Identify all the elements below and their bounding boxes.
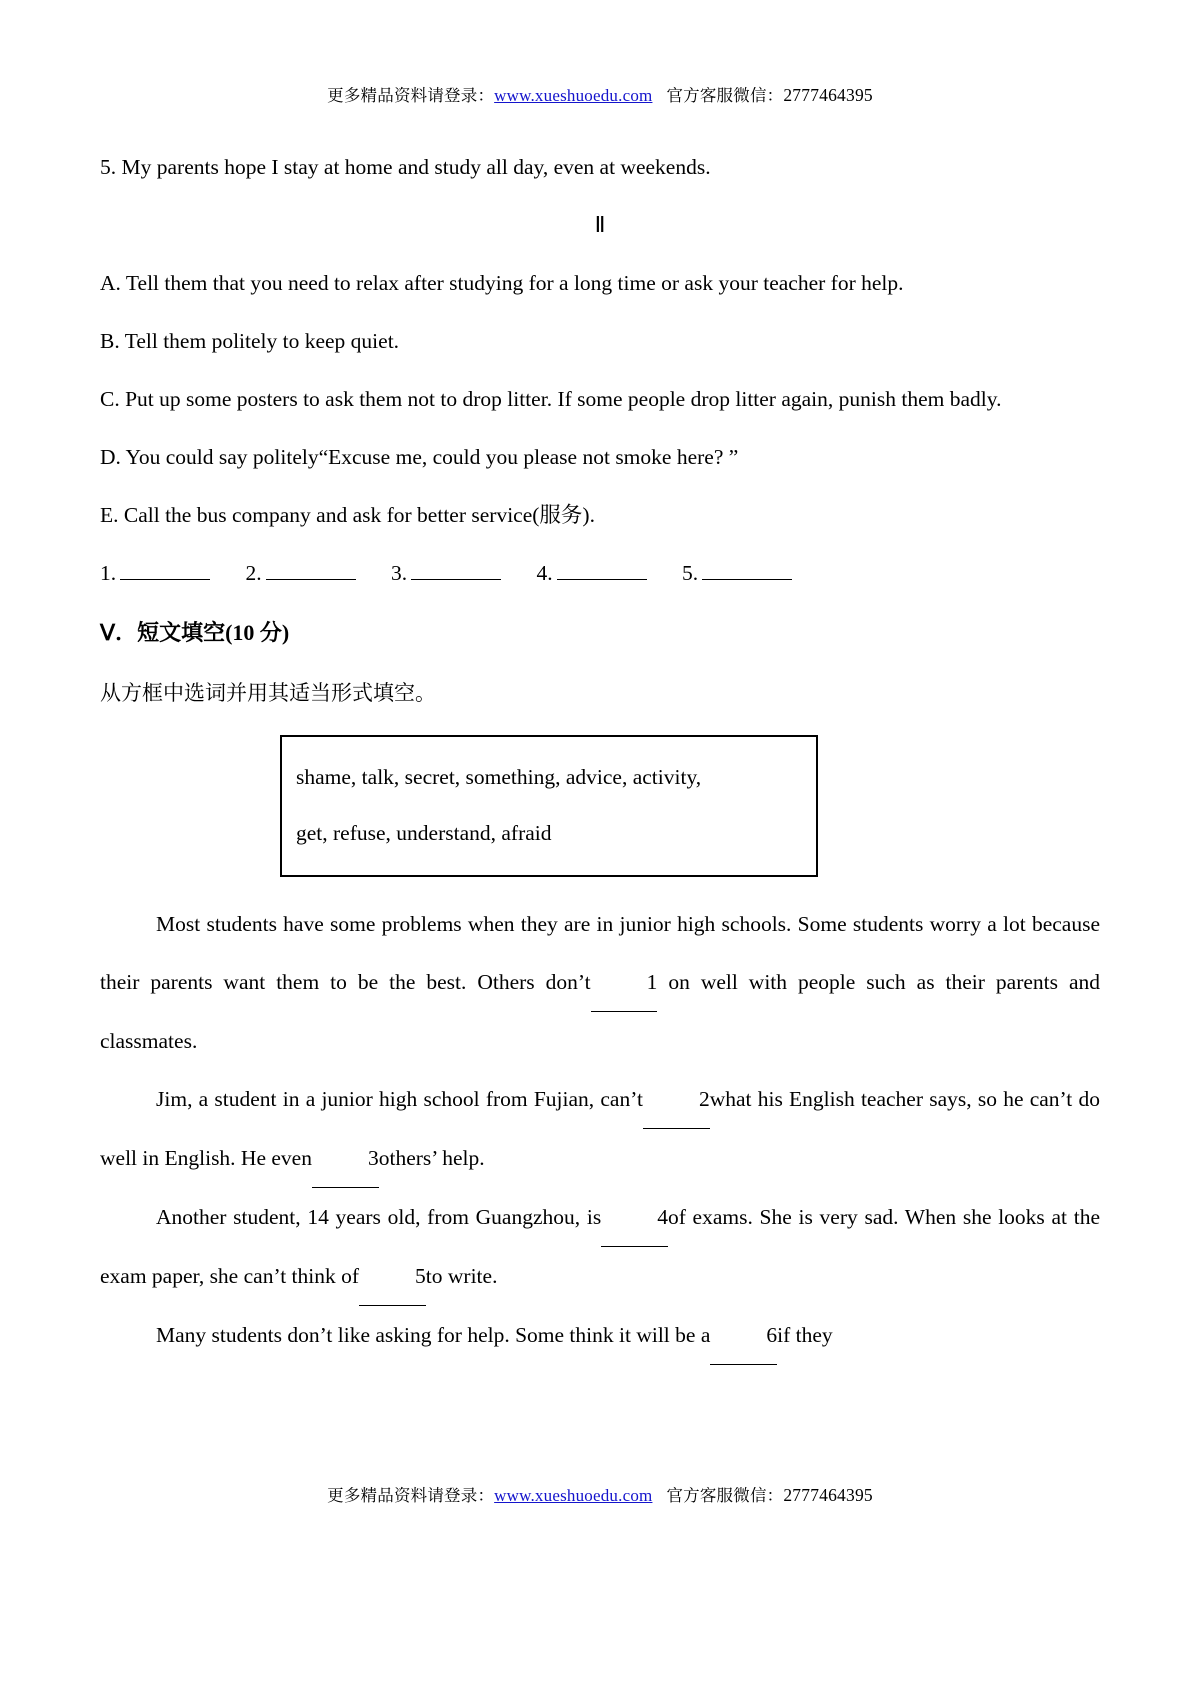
section-title-text: 短文填空 (137, 621, 226, 646)
answer-blank-5[interactable] (702, 579, 792, 580)
p4-text-a: Many students don’t like asking for help. Some think it will be a (156, 1323, 711, 1347)
answer-blanks-row (100, 544, 1100, 602)
p2-text-c: others’ help. (378, 1146, 485, 1170)
p2-text-b: what his English teacher says, so he can’t do well in English. He even (100, 1087, 1101, 1170)
answer-label-5: 5. (682, 561, 699, 585)
footer-url[interactable]: www.xueshuoedu.com (494, 1486, 653, 1505)
passage-paragraph-4 (100, 1306, 1100, 1365)
cloze-blank-4[interactable]: 4 (601, 1188, 668, 1247)
answer-blank-4[interactable] (557, 579, 647, 580)
section-heading (100, 602, 1100, 665)
header-service-label: 官方客服微信： (666, 86, 784, 105)
cloze-blank-1[interactable]: 1 (591, 953, 658, 1012)
p2-text-a: Jim, a student in a junior high school from Fujian, can’t (156, 1087, 643, 1111)
word-bank-line-2: get, refuse, understand, afraid (296, 821, 552, 845)
header-service-number: 2777464395 (783, 85, 873, 105)
p4-text-b: if they (777, 1323, 833, 1347)
cloze-blank-6[interactable]: 6 (710, 1306, 777, 1365)
cloze-blank-3[interactable]: 3 (312, 1129, 379, 1188)
passage-paragraph-3 (100, 1188, 1100, 1306)
answer-blank-1[interactable] (120, 579, 210, 580)
option-d: D. You could say politely“Excuse me, could you please not smoke here? ” (100, 445, 739, 469)
p3-text-c: to write. (425, 1264, 498, 1288)
document-body (100, 138, 1100, 1365)
p1-text-b: on well with people such as their parents and classmates. (100, 970, 1101, 1053)
answer-label-1: 1. (100, 561, 117, 585)
answer-label-3: 3. (391, 561, 408, 585)
answer-label-4: 4. (536, 561, 553, 585)
answer-blank-3[interactable] (411, 579, 501, 580)
word-bank-box (280, 735, 818, 877)
option-c: C. Put up some posters to ask them not to drop litter. If some people drop litter again, punish them badly. (100, 387, 1002, 411)
answer-label-2: 2. (245, 561, 262, 585)
footer-service-number: 2777464395 (783, 1485, 873, 1505)
p1-text-a: Most students have some problems when they are in junior high schools. Some students worry a lot because their parents want them to be the best. Others don’t (100, 912, 1100, 994)
section-separator: ． (115, 621, 138, 646)
passage-paragraph-2 (100, 1070, 1100, 1188)
header-url[interactable]: www.xueshuoedu.com (494, 86, 653, 105)
option-a: A. Tell them that you need to relax after studying for a long time or ask your teacher for help. (100, 271, 904, 295)
page-header (0, 82, 1200, 106)
cloze-blank-5[interactable]: 5 (359, 1247, 426, 1306)
section-instruction: 从方框中选词并用其适当形式填空。 (100, 681, 436, 705)
footer-service-label: 官方客服微信： (666, 1486, 784, 1505)
page-footer (0, 1482, 1200, 1506)
cloze-blank-2[interactable]: 2 (643, 1070, 710, 1129)
cloze-passage (100, 895, 1100, 1365)
section-number: Ⅴ (100, 620, 116, 645)
option-e: E. Call the bus company and ask for better service(服务). (100, 503, 595, 527)
answer-blank-2[interactable] (266, 579, 356, 580)
header-prefix: 更多精品资料请登录： (327, 86, 495, 105)
part-label: Ⅱ (594, 212, 606, 237)
passage-paragraph-1 (100, 895, 1100, 1070)
option-b: B. Tell them politely to keep quiet. (100, 329, 400, 353)
p3-text-b: of exams. She is very sad. When she looks at the exam paper, she can’t think of (100, 1205, 1100, 1288)
footer-prefix: 更多精品资料请登录： (327, 1486, 495, 1505)
word-bank-line-1: shame, talk, secret, something, advice, activity, (296, 765, 702, 789)
previous-item-5: 5. My parents hope I stay at home and study all day, even at weekends. (100, 155, 711, 179)
p3-text-a: Another student, 14 years old, from Guangzhou, is (156, 1205, 602, 1229)
section-points: (10 分) (225, 620, 290, 645)
